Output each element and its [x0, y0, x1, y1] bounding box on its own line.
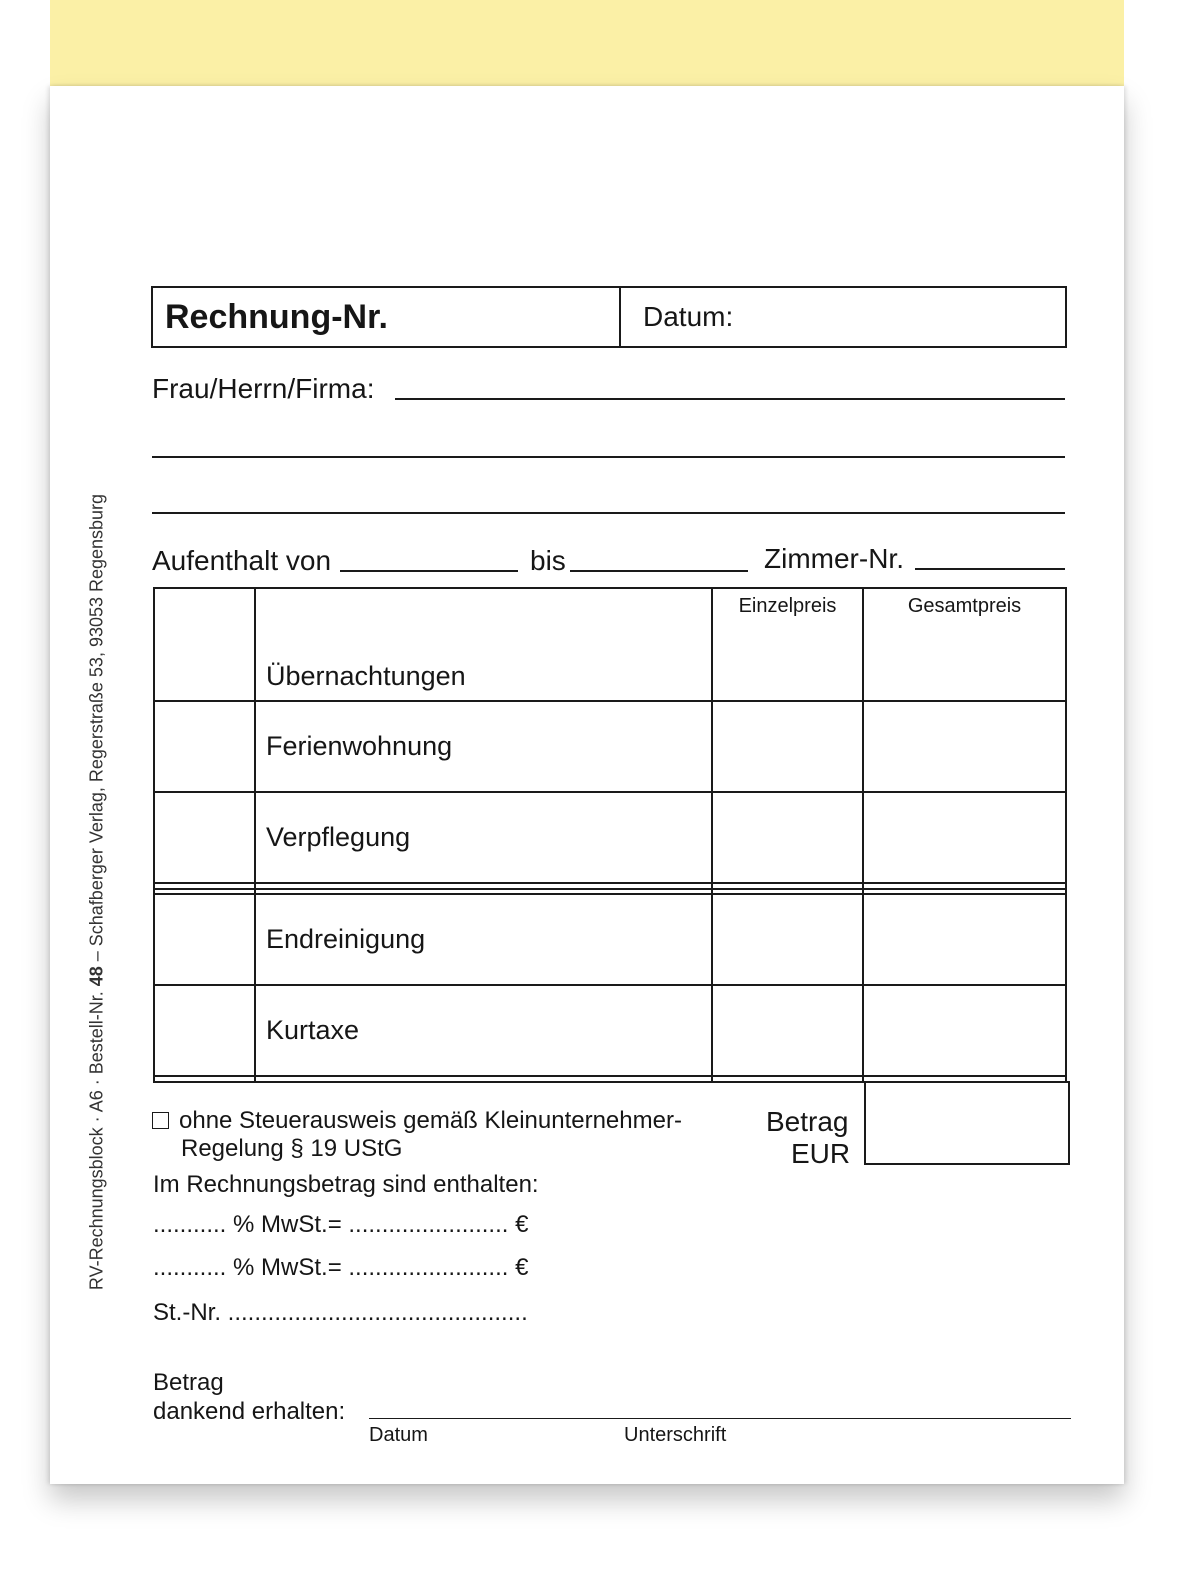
table-row — [154, 701, 1066, 792]
qty-cell[interactable] — [154, 792, 255, 883]
qty-cell[interactable] — [154, 588, 255, 701]
vat-row-1[interactable]: ........... % MwSt.= ........................ € — [153, 1211, 529, 1238]
unit-price-cell[interactable] — [712, 1076, 863, 1082]
customer-line-1[interactable] — [395, 398, 1065, 400]
room-number-label: Zimmer-Nr. — [764, 543, 904, 574]
table-row — [154, 588, 1066, 701]
date-caption: Datum — [369, 1424, 428, 1446]
item-label: Kurtaxe — [255, 985, 712, 1076]
stay-from-label: Aufenthalt von — [152, 545, 332, 576]
item-label[interactable] — [255, 1076, 712, 1082]
receipt-label-2: dankend erhalten: — [153, 1398, 346, 1425]
tax-number-field[interactable]: St.-Nr. ............................................. — [153, 1299, 528, 1326]
signature-caption: Unterschrift — [624, 1424, 727, 1446]
total-amount-box[interactable] — [864, 1081, 1070, 1165]
invoice-number-label: Rechnung-Nr. — [153, 288, 621, 346]
amount-label: Betrag — [766, 1106, 849, 1137]
publisher-imprint: RV-Rechnungsblock · A6 · Bestell-Nr. 48 – Schafberger Verlag, Regerstraße 53, 93053 Regensburg — [86, 493, 107, 1291]
stay-to-line[interactable] — [570, 570, 748, 572]
item-label: Ferienwohnung — [255, 701, 712, 792]
amount-currency-label: EUR — [791, 1138, 851, 1169]
item-label: Übernachtungen — [255, 588, 712, 701]
unit-price-header: Einzelpreis — [712, 588, 863, 701]
small-business-text-1: ohne Steuerausweis gemäß Kleinunternehmer- — [179, 1107, 682, 1134]
vat-row-2[interactable]: ........... % MwSt.= ........................ € — [153, 1254, 529, 1281]
small-business-option[interactable] — [152, 1107, 682, 1135]
total-price-cell[interactable] — [863, 985, 1066, 1076]
small-business-text-2: Regelung § 19 UStG — [181, 1135, 403, 1162]
unit-price-cell[interactable] — [712, 894, 863, 985]
customer-line-3[interactable] — [152, 512, 1065, 514]
unit-price-cell[interactable] — [712, 792, 863, 883]
unit-price-cell[interactable] — [712, 701, 863, 792]
total-price-cell[interactable] — [863, 701, 1066, 792]
table-row — [154, 792, 1066, 883]
unit-price-cell[interactable] — [712, 985, 863, 1076]
signature-line[interactable] — [369, 1418, 1071, 1419]
qty-cell[interactable] — [154, 1076, 255, 1082]
customer-line-2[interactable] — [152, 456, 1065, 458]
table-row — [154, 985, 1066, 1076]
line-items-table — [153, 587, 1067, 1083]
invoice-header-box — [151, 286, 1067, 348]
stay-to-label: bis — [530, 545, 566, 576]
small-business-checkbox[interactable] — [152, 1112, 169, 1129]
customer-label: Frau/Herrn/Firma: — [152, 373, 375, 404]
qty-cell[interactable] — [154, 894, 255, 985]
date-label: Datum: — [643, 301, 734, 332]
total-price-cell[interactable] — [863, 792, 1066, 883]
receipt-label-1: Betrag — [153, 1369, 224, 1396]
stay-from-line[interactable] — [340, 570, 518, 572]
item-label: Endreinigung — [255, 894, 712, 985]
table-row — [154, 894, 1066, 985]
included-heading: Im Rechnungsbetrag sind enthalten: — [153, 1171, 539, 1198]
total-price-cell[interactable] — [863, 894, 1066, 985]
total-price-header: Gesamtpreis — [863, 588, 1066, 701]
qty-cell[interactable] — [154, 701, 255, 792]
room-number-line[interactable] — [915, 568, 1065, 570]
qty-cell[interactable] — [154, 985, 255, 1076]
item-label: Verpflegung — [255, 792, 712, 883]
